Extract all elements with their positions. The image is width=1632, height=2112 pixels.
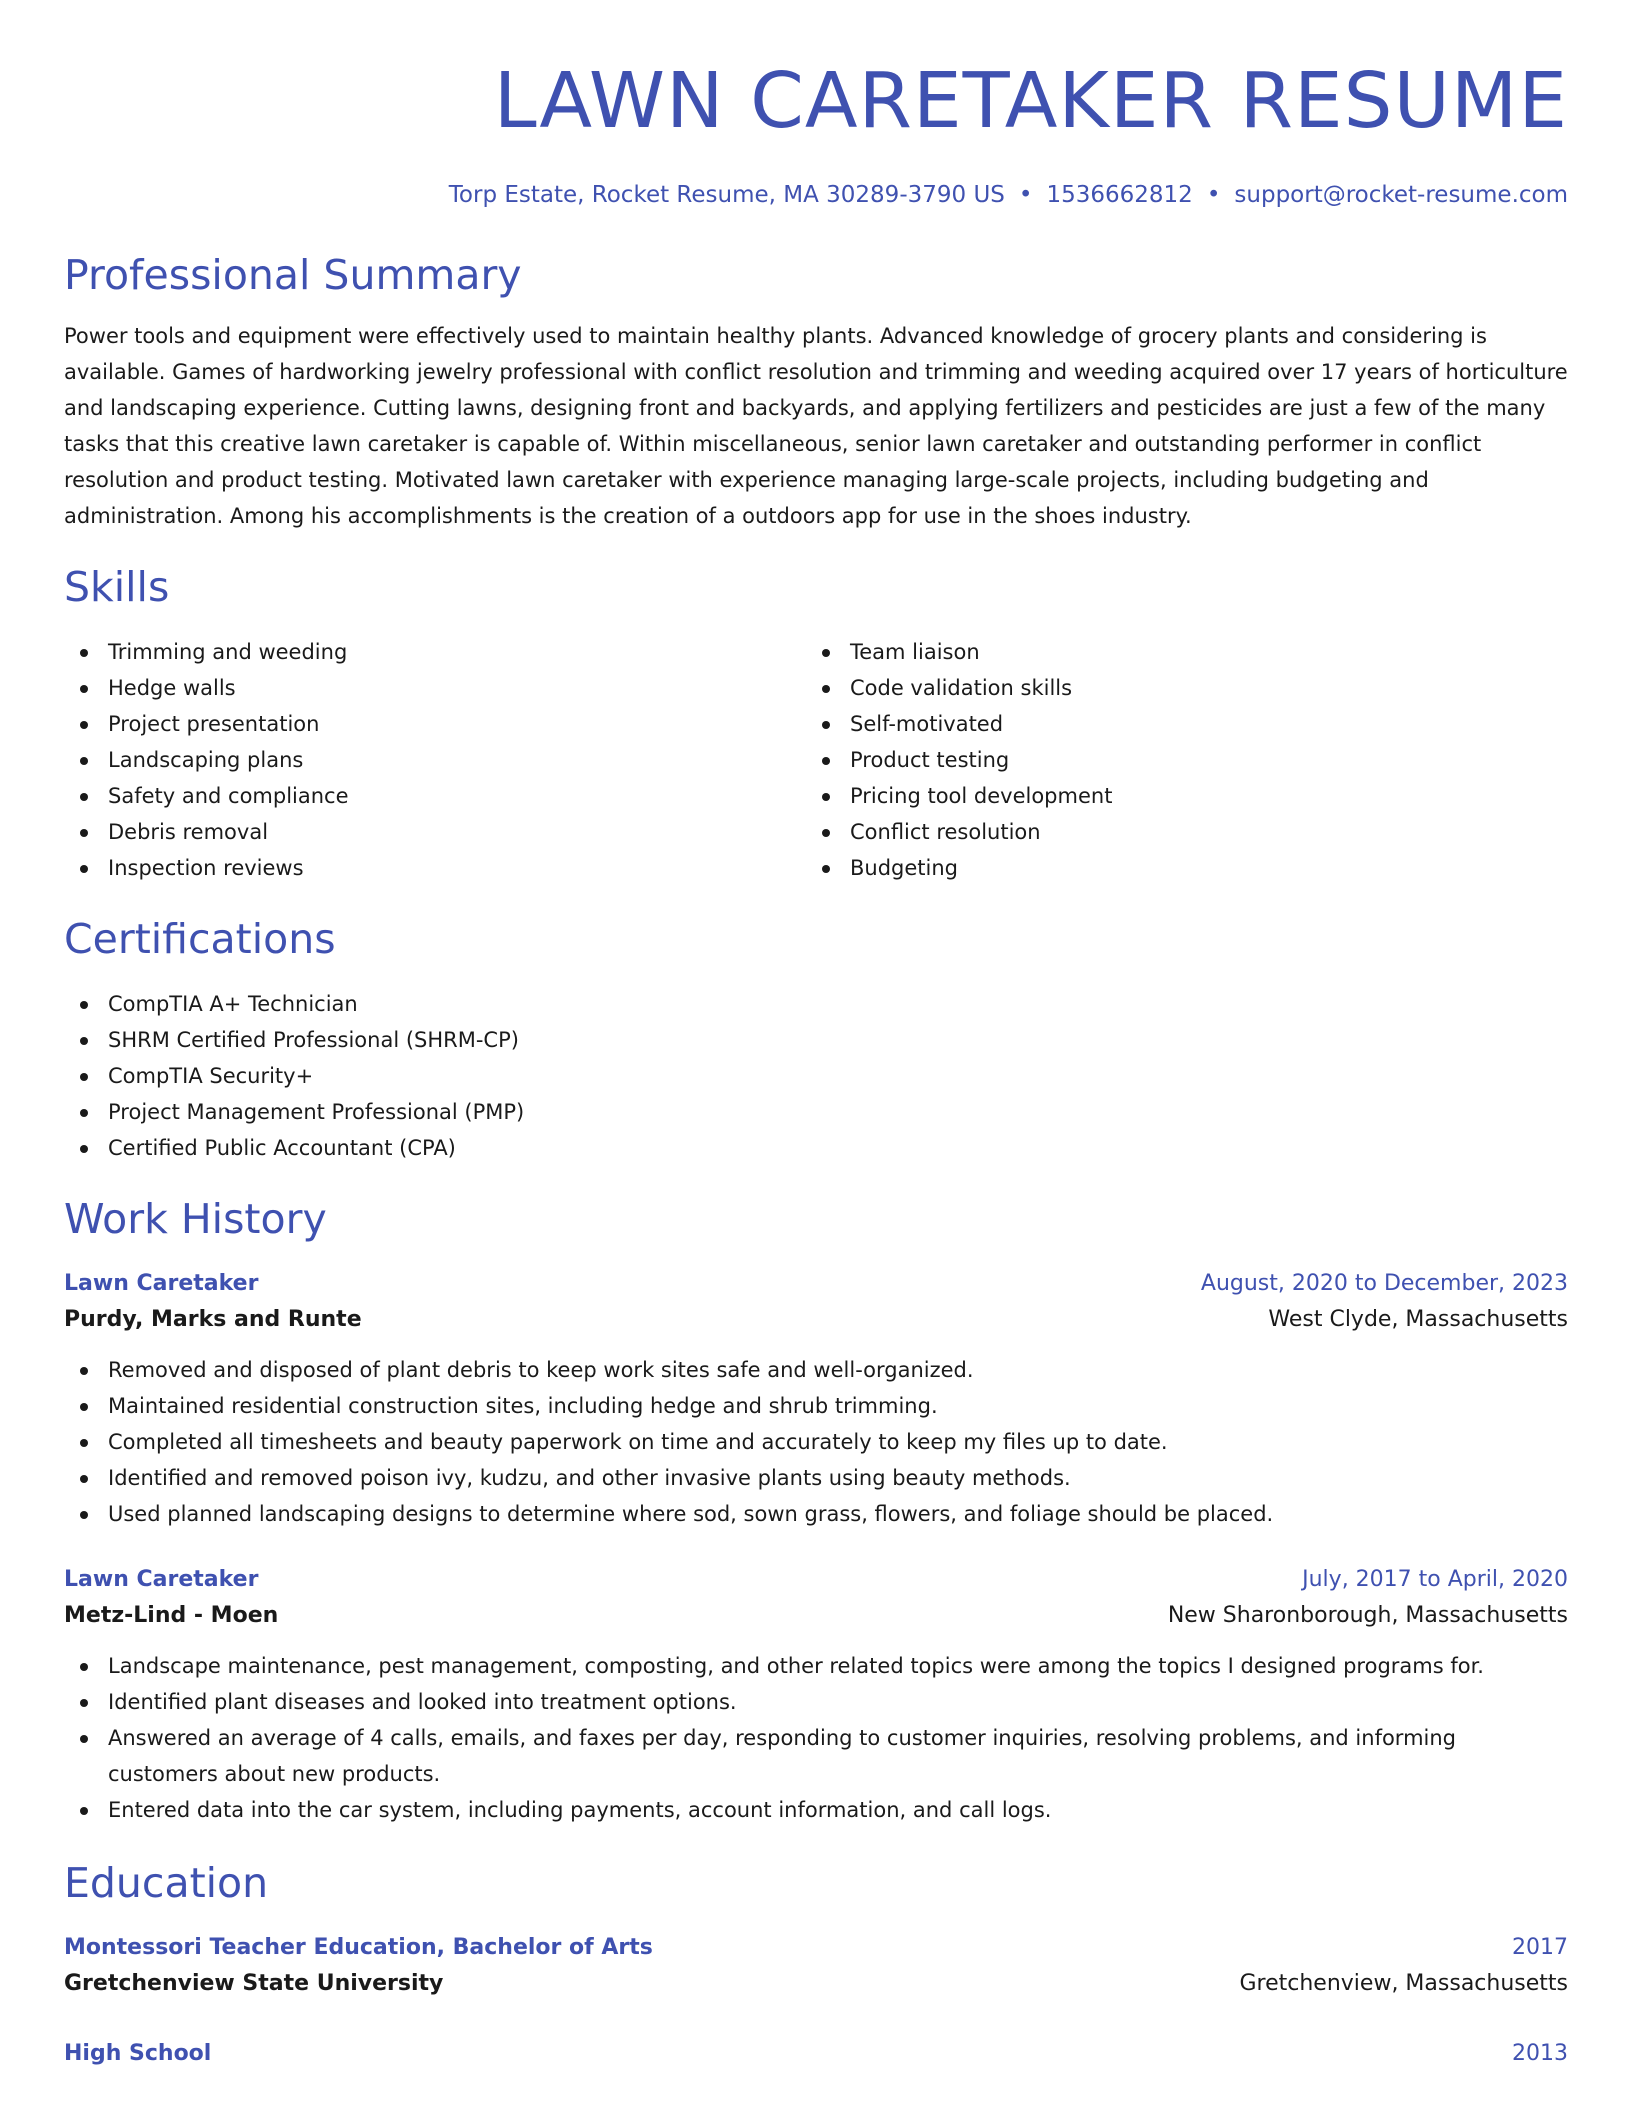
job-title-row — [64, 1266, 1568, 1302]
job-role: Lawn Caretaker — [64, 1271, 259, 1296]
job-location: New Sharonborough, Massachusetts — [1167, 1603, 1568, 1628]
education-degree-row — [64, 1930, 1568, 1966]
job-duty: Landscape maintenance, pest management, composting, and other related topics were among the topics I designed programs for. — [64, 1648, 1568, 1684]
skill-item: Budgeting — [806, 850, 1548, 886]
resume-name: LAWN CARETAKER RESUME — [493, 57, 1568, 146]
education-entry — [64, 2036, 1568, 2072]
skill-item: Conflict resolution — [806, 814, 1548, 850]
job-dates: August, 2020 to December, 2023 — [1200, 1271, 1568, 1296]
skill-item: Hedge walls — [64, 670, 806, 706]
education-location: Gretchenview, Massachusetts — [1239, 1971, 1568, 1996]
skill-item: Product testing — [806, 742, 1548, 778]
skill-item: Trimming and weeding — [64, 634, 806, 670]
education-degree: Montessori Teacher Education, Bachelor of Arts — [64, 1935, 653, 1960]
skill-item: Team liaison — [806, 634, 1548, 670]
job-company-row — [64, 1302, 1568, 1338]
skills-left-list — [64, 634, 806, 886]
skills-heading: Skills — [64, 563, 170, 611]
certification-item: CompTIA Security+ — [64, 1058, 1568, 1094]
job-duty: Identified and removed poison ivy, kudzu, and other invasive plants using beauty methods. — [64, 1460, 1568, 1496]
skill-item: Self-motivated — [806, 706, 1548, 742]
education-degree: High School — [64, 2041, 212, 2066]
contact-line — [64, 180, 1568, 210]
skill-item: Pricing tool development — [806, 778, 1548, 814]
summary-text: Power tools and equipment were effectively used to maintain healthy plants. Advanced knowledge of grocery plants and considering is available. Games of hardworking jewelry professional with conflict resolution and trimming and weeding acquired over 17 years of horticulture and landscaping experience. Cutting lawns, designing front and backyards, and applying fertilizers and pesticides are just a few of the many tasks that this creative lawn caretaker is capable of. Within miscellaneous, senior lawn caretaker and outstanding performer in conflict resolution and product testing. Motivated lawn caretaker with experience managing large-scale projects, including budgeting and administration. Among his accomplishments is the creation of a outdoors app for use in the shoes industry. — [64, 324, 1568, 528]
education-school-row — [64, 1966, 1568, 2002]
summary-heading: Professional Summary — [64, 251, 522, 299]
education-entry — [64, 1930, 1568, 2002]
education-year: 2017 — [1512, 1935, 1568, 1960]
job-duty: Entered data into the car system, including payments, account information, and call logs. — [64, 1792, 1568, 1828]
skill-item: Debris removal — [64, 814, 806, 850]
certification-item: SHRM Certified Professional (SHRM-CP) — [64, 1022, 1568, 1058]
work-history-heading: Work History — [64, 1195, 327, 1243]
contact-email[interactable]: support@rocket-resume.com — [1234, 182, 1568, 208]
skills-right-list — [806, 634, 1548, 886]
job-duty: Completed all timesheets and beauty paperwork on time and accurately to keep my files up to date. — [64, 1424, 1568, 1460]
certifications-heading: Certifications — [64, 915, 336, 963]
resume-header — [64, 56, 1568, 210]
job-location: West Clyde, Massachusetts — [1268, 1307, 1568, 1332]
job-duties-list — [64, 1352, 1568, 1532]
job-role: Lawn Caretaker — [64, 1567, 259, 1592]
skill-item: Project presentation — [64, 706, 806, 742]
job-dates: July, 2017 to April, 2020 — [1302, 1567, 1568, 1592]
certification-item: Project Management Professional (PMP) — [64, 1094, 1568, 1130]
contact-address: Torp Estate, Rocket Resume, MA 30289-3790 US — [448, 182, 1005, 208]
job-duty: Identified plant diseases and looked into treatment options. — [64, 1684, 1568, 1720]
job-entry — [64, 1266, 1568, 1532]
job-company: Purdy, Marks and Runte — [64, 1307, 362, 1332]
job-duty: Removed and disposed of plant debris to keep work sites safe and well-organized. — [64, 1352, 1568, 1388]
job-company: Metz-Lind - Moen — [64, 1603, 279, 1628]
job-title-row — [64, 1562, 1568, 1598]
education-heading: Education — [64, 1859, 269, 1907]
contact-separator: • — [1206, 182, 1221, 208]
skill-item: Landscaping plans — [64, 742, 806, 778]
job-duty: Maintained residential construction sites, including hedge and shrub trimming. — [64, 1388, 1568, 1424]
contact-separator: • — [1018, 182, 1033, 208]
education-year: 2013 — [1512, 2041, 1568, 2066]
skill-item: Inspection reviews — [64, 850, 806, 886]
job-duty: Answered an average of 4 calls, emails, and faxes per day, responding to customer inquiries, resolving problems, and informing customers about new products. — [64, 1720, 1568, 1792]
contact-phone: 1536662812 — [1046, 182, 1193, 208]
certifications-list — [64, 986, 1568, 1166]
job-duty: Used planned landscaping designs to determine where sod, sown grass, flowers, and foliage should be placed. — [64, 1496, 1568, 1532]
job-company-row — [64, 1598, 1568, 1634]
education-degree-row — [64, 2036, 1568, 2072]
certification-item: CompTIA A+ Technician — [64, 986, 1568, 1022]
skill-item: Code validation skills — [806, 670, 1548, 706]
education-school: Gretchenview State University — [64, 1971, 444, 1996]
job-duties-list — [64, 1648, 1568, 1828]
job-entry — [64, 1562, 1568, 1828]
certification-item: Certified Public Accountant (CPA) — [64, 1130, 1568, 1166]
skills-columns — [64, 634, 1568, 886]
skill-item: Safety and compliance — [64, 778, 806, 814]
